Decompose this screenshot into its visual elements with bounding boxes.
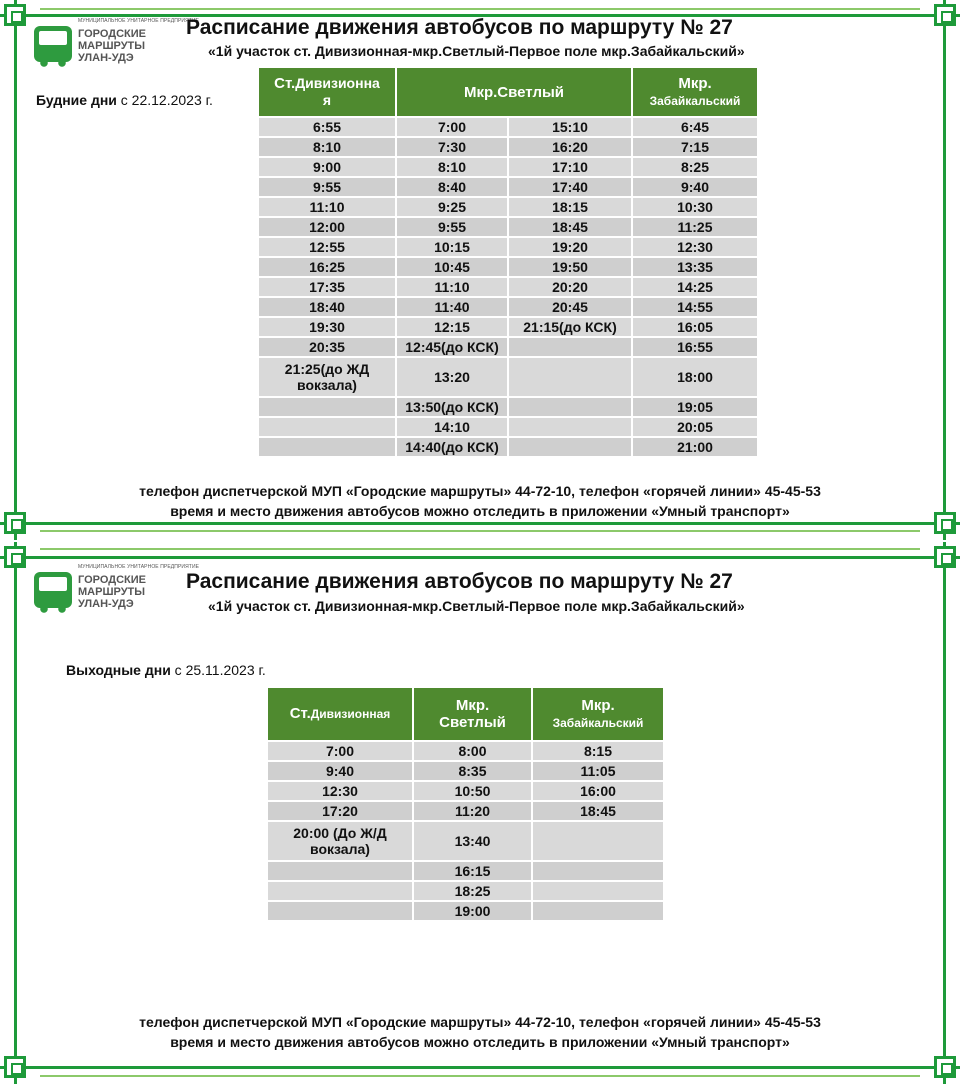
frame-bottom <box>0 522 960 525</box>
header-text: Забайкальский <box>649 93 741 108</box>
time-cell <box>259 438 395 456</box>
time-cell <box>268 882 412 900</box>
time-cell <box>533 882 663 900</box>
table-row <box>259 178 757 196</box>
time-cell <box>509 398 631 416</box>
time-cell: 11:10 <box>397 278 507 296</box>
time-cell: 7:00 <box>397 118 507 136</box>
time-cell: 11:10 <box>259 198 395 216</box>
time-cell: 20:00 (До Ж/Д вокзала) <box>268 822 412 860</box>
time-cell: 12:45(до КСК) <box>397 338 507 356</box>
days-date: с 25.11.2023 г. <box>170 662 266 678</box>
time-cell: 7:00 <box>268 742 412 760</box>
header-text: Мкр. <box>455 697 490 714</box>
frame-right <box>943 0 946 540</box>
bus-icon <box>34 26 72 62</box>
time-cell: 12:15 <box>397 318 507 336</box>
days-label <box>66 662 266 678</box>
weekday-timetable <box>257 66 759 458</box>
time-cell: 7:15 <box>633 138 757 156</box>
time-cell: 16:25 <box>259 258 395 276</box>
time-cell <box>268 902 412 920</box>
time-cell: 8:25 <box>633 158 757 176</box>
time-cell: 14:40(до КСК) <box>397 438 507 456</box>
time-cell: 19:05 <box>633 398 757 416</box>
time-cell: 20:20 <box>509 278 631 296</box>
time-cell <box>509 438 631 456</box>
logo-line: УЛАН-УДЭ <box>78 52 134 64</box>
logo-line: ГОРОДСКИЕ <box>78 28 146 40</box>
table-row <box>259 258 757 276</box>
header-text: я <box>322 92 332 108</box>
table-row <box>259 438 757 456</box>
table-row <box>259 138 757 156</box>
logo-line: МАРШРУТЫ <box>78 586 146 598</box>
logo-tagline: МУНИЦИПАЛЬНОЕ УНИТАРНОЕ ПРЕДПРИЯТИЕ <box>78 564 200 570</box>
logo-line: ГОРОДСКИЕ <box>78 574 146 586</box>
time-cell: 21:00 <box>633 438 757 456</box>
time-cell: 8:00 <box>414 742 531 760</box>
time-cell: 16:00 <box>533 782 663 800</box>
time-cell: 16:20 <box>509 138 631 156</box>
table-row <box>259 398 757 416</box>
header-text: Забайкальский <box>552 715 644 730</box>
time-cell: 9:25 <box>397 198 507 216</box>
time-cell: 14:55 <box>633 298 757 316</box>
table-row <box>268 862 663 880</box>
time-cell: 11:05 <box>533 762 663 780</box>
frame-corner <box>4 1056 26 1078</box>
time-cell: 11:25 <box>633 218 757 236</box>
header-svetly <box>414 688 531 740</box>
time-cell: 11:40 <box>397 298 507 316</box>
header-zabaikalsky <box>633 68 757 116</box>
logo-tagline: МУНИЦИПАЛЬНОЕ УНИТАРНОЕ ПРЕДПРИЯТИЕ <box>78 18 200 24</box>
frame-top-inner <box>40 548 920 550</box>
table-row <box>268 782 663 800</box>
time-cell: 18:15 <box>509 198 631 216</box>
frame-bottom <box>0 1066 960 1069</box>
time-cell: 12:30 <box>268 782 412 800</box>
header-text: Дивизионна <box>295 75 380 91</box>
time-cell <box>509 418 631 436</box>
time-cell: 12:55 <box>259 238 395 256</box>
page-title: Расписание движения автобусов по маршруту № 27 <box>186 570 733 593</box>
time-cell: 19:30 <box>259 318 395 336</box>
frame-left <box>14 542 17 1084</box>
time-cell: 17:40 <box>509 178 631 196</box>
header-text: Ст. <box>274 75 296 92</box>
time-cell <box>533 902 663 920</box>
days-name: Будние дни <box>36 92 117 108</box>
time-cell <box>533 862 663 880</box>
table-row <box>259 298 757 316</box>
table-row <box>259 278 757 296</box>
time-cell: 18:00 <box>633 358 757 396</box>
company-logo <box>34 18 200 68</box>
footer-app-line: время и место движения автобусов можно отследить в приложении «Умный транспорт» <box>170 503 790 519</box>
logo-text <box>78 574 146 610</box>
table-row <box>259 218 757 236</box>
table-row <box>268 902 663 920</box>
footer-phone-line: телефон диспетчерской МУП «Городские маршруты» 44-72-10, телефон «горячей линии» 45-45-53 <box>139 1014 821 1030</box>
days-date: с 22.12.2023 г. <box>116 92 213 108</box>
header-text: Мкр. <box>581 696 615 714</box>
time-cell: 8:10 <box>397 158 507 176</box>
time-cell: 8:10 <box>259 138 395 156</box>
time-cell <box>259 418 395 436</box>
time-cell: 9:55 <box>259 178 395 196</box>
page-title: Расписание движения автобусов по маршруту № 27 <box>186 16 733 39</box>
time-cell: 8:15 <box>533 742 663 760</box>
time-cell: 13:40 <box>414 822 531 860</box>
table-row <box>259 158 757 176</box>
table-row <box>268 742 663 760</box>
table-row <box>268 802 663 820</box>
frame-corner <box>934 546 956 568</box>
time-cell: 17:35 <box>259 278 395 296</box>
table-row <box>259 118 757 136</box>
time-cell <box>509 338 631 356</box>
days-name: Выходные дни <box>66 662 171 678</box>
time-cell: 18:25 <box>414 882 531 900</box>
table-row <box>268 882 663 900</box>
frame-bottom-inner <box>40 530 920 532</box>
frame-top-inner <box>40 8 920 10</box>
time-cell: 20:45 <box>509 298 631 316</box>
time-cell: 17:20 <box>268 802 412 820</box>
time-cell: 21:25(до ЖД вокзала) <box>259 358 395 396</box>
time-cell: 12:30 <box>633 238 757 256</box>
time-cell: 9:40 <box>268 762 412 780</box>
time-cell: 21:15(до КСК) <box>509 318 631 336</box>
frame-right <box>943 542 946 1084</box>
time-cell: 10:30 <box>633 198 757 216</box>
time-cell: 13:50(до КСК) <box>397 398 507 416</box>
footer-app-line: время и место движения автобусов можно отследить в приложении «Умный транспорт» <box>170 1034 790 1050</box>
time-cell: 20:05 <box>633 418 757 436</box>
frame-top <box>0 556 960 559</box>
table-row <box>259 198 757 216</box>
frame-left <box>14 0 17 540</box>
time-cell: 13:35 <box>633 258 757 276</box>
logo-line: МАРШРУТЫ <box>78 40 146 52</box>
header-text: Мкр. <box>678 74 712 92</box>
route-subtitle: «1й участок ст. Дивизионная-мкр.Светлый-Первое поле мкр.Забайкальский» <box>208 598 745 614</box>
days-label <box>36 92 213 108</box>
time-cell: 9:00 <box>259 158 395 176</box>
time-cell: 10:45 <box>397 258 507 276</box>
time-cell: 19:20 <box>509 238 631 256</box>
table-row <box>268 762 663 780</box>
time-cell: 16:15 <box>414 862 531 880</box>
logo-line: УЛАН-УДЭ <box>78 598 134 610</box>
bus-icon <box>34 572 72 608</box>
time-cell: 18:45 <box>533 802 663 820</box>
header-divizionnaya <box>268 688 412 740</box>
time-cell: 11:20 <box>414 802 531 820</box>
footer-contacts <box>0 1012 960 1052</box>
table-row <box>259 318 757 336</box>
frame-corner <box>4 4 26 26</box>
header-text: Ст. <box>289 705 311 722</box>
time-cell: 13:20 <box>397 358 507 396</box>
footer-phone-line: телефон диспетчерской МУП «Городские маршруты» 44-72-10, телефон «горячей линии» 45-45-53 <box>139 483 821 499</box>
time-cell: 6:55 <box>259 118 395 136</box>
time-cell: 16:55 <box>633 338 757 356</box>
frame-bottom-inner <box>40 1075 920 1077</box>
time-cell: 8:40 <box>397 178 507 196</box>
logo-text <box>78 28 146 64</box>
time-cell: 16:05 <box>633 318 757 336</box>
time-cell: 14:25 <box>633 278 757 296</box>
footer-contacts <box>0 481 960 521</box>
time-cell <box>509 358 631 396</box>
time-cell: 9:40 <box>633 178 757 196</box>
header-text: Светлый <box>439 714 506 731</box>
weekday-schedule-panel <box>0 0 960 540</box>
time-cell: 10:15 <box>397 238 507 256</box>
frame-corner <box>934 4 956 26</box>
time-cell: 18:40 <box>259 298 395 316</box>
time-cell: 15:10 <box>509 118 631 136</box>
table-row <box>268 822 663 860</box>
time-cell: 19:50 <box>509 258 631 276</box>
time-cell <box>259 398 395 416</box>
time-cell: 18:45 <box>509 218 631 236</box>
header-text: Мкр.Светлый <box>463 83 565 101</box>
time-cell: 12:00 <box>259 218 395 236</box>
time-cell: 10:50 <box>414 782 531 800</box>
table-row <box>259 338 757 356</box>
time-cell: 19:00 <box>414 902 531 920</box>
time-cell: 14:10 <box>397 418 507 436</box>
time-cell <box>268 862 412 880</box>
time-cell: 20:35 <box>259 338 395 356</box>
time-cell: 7:30 <box>397 138 507 156</box>
time-cell: 6:45 <box>633 118 757 136</box>
header-text: Дивизионная <box>310 707 391 721</box>
time-cell: 9:55 <box>397 218 507 236</box>
header-divizionnaya <box>259 68 395 116</box>
table-row <box>259 418 757 436</box>
header-zabaikalsky <box>533 688 663 740</box>
route-subtitle: «1й участок ст. Дивизионная-мкр.Светлый-Первое поле мкр.Забайкальский» <box>208 43 745 59</box>
weekend-schedule-panel <box>0 542 960 1084</box>
table-row <box>259 358 757 396</box>
frame-corner <box>4 546 26 568</box>
company-logo <box>34 564 200 614</box>
table-row <box>259 238 757 256</box>
weekend-timetable <box>266 686 665 922</box>
time-cell <box>533 822 663 860</box>
time-cell: 17:10 <box>509 158 631 176</box>
header-svetly <box>397 68 631 116</box>
frame-corner <box>934 1056 956 1078</box>
time-cell: 8:35 <box>414 762 531 780</box>
